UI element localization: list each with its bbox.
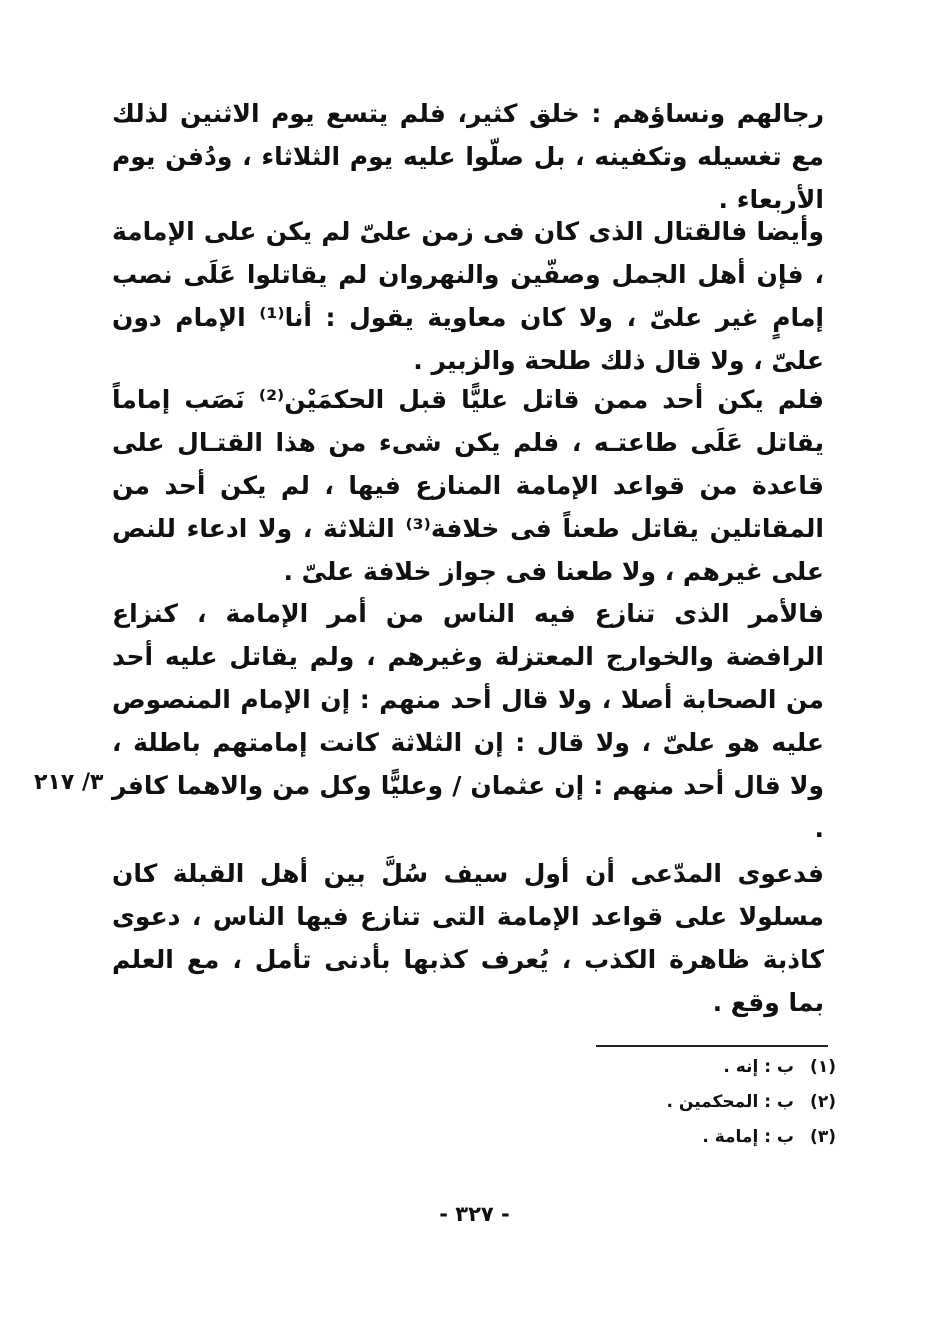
footnote-item xyxy=(560,1120,836,1155)
footnote-number: (١) xyxy=(810,1057,836,1077)
footnote-item xyxy=(560,1085,836,1120)
footnote-text: ب : إمامة . xyxy=(702,1127,794,1147)
margin-volume-page-reference: ٣/ ٢١٧ xyxy=(34,770,104,795)
paragraph-3-block xyxy=(112,378,824,593)
footnote-text: ب : إنه . xyxy=(723,1057,794,1077)
paragraph-1-block xyxy=(112,92,824,221)
footnote-item xyxy=(560,1050,836,1085)
paragraph-3: فلم يكن أحد ممن قاتل عليًّا قبل الحكمَيْن⁽²⁾ نَصَب إماماً يقاتل عَلَى طاعتـه ، فلم يكن شىء من هذا القتـال على قاعدة من قواعد الإمامة المنازع فيها ، لم يكن أحد من المقاتلين يقاتل طعناً فى خلافة⁽³⁾ الثلاثة ، ولا ادعاء للنص على غيرهم ، ولا طعنا فى جواز خلافة علىّ . xyxy=(112,385,824,586)
footnotes-list xyxy=(560,1050,836,1155)
footnote-number: (٣) xyxy=(810,1127,836,1147)
page-number: - ٣٢٧ - xyxy=(439,1202,510,1226)
paragraph-2: وأيضا فالقتال الذى كان فى زمن علىّ لم يكن على الإمامة ، فإن أهل الجمل وصفّين والنهروان لم يقاتلوا عَلَى نصب إمامٍ غير علىّ ، ولا كان معاوية يقول : أنا⁽¹⁾ الإمام دون علىّ ، ولا قال ذلك طلحة والزبير . xyxy=(112,217,824,375)
paragraph-4-block xyxy=(112,592,824,850)
paragraph-4: فالأمر الذى تنازع فيه الناس من أمر الإمامة ، كنزاع الرافضة والخوارج المعتزلة وغيرهم ، ولم يقاتل عليه أحد من الصحابة أصلا ، ولا قال أحد منهم : إن الإمام المنصوص عليه هو علىّ ، ولا قال : إن الثلاثة كانت إمامتهم باطلة ، ولا قال أحد منهم : إن عثمان / وعليًّا وكل من والاهما كافر . xyxy=(112,599,824,843)
paragraph-2-block xyxy=(112,210,824,382)
footnote-number: (٢) xyxy=(810,1092,836,1112)
paragraph-5-block xyxy=(112,852,824,1024)
paragraph-1: رجالهم ونساؤهم : خلق كثير، فلم يتسع يوم الاثنين لذلك مع تغسيله وتكفينه ، بل صلّوا عليه يوم الثلاثاء ، ودُفن يوم الأربعاء . xyxy=(112,99,824,214)
footnote-text: ب : المحكمين . xyxy=(666,1092,794,1112)
footnote-divider xyxy=(596,1045,828,1047)
paragraph-5: فدعوى المدّعى أن أول سيف سُلَّ بين أهل القبلة كان مسلولا على قواعد الإمامة التى تنازع فيها الناس ، دعوى كاذبة ظاهرة الكذب ، يُعرف كذبها بأدنى تأمل ، مع العلم بما وقع . xyxy=(112,859,824,1017)
